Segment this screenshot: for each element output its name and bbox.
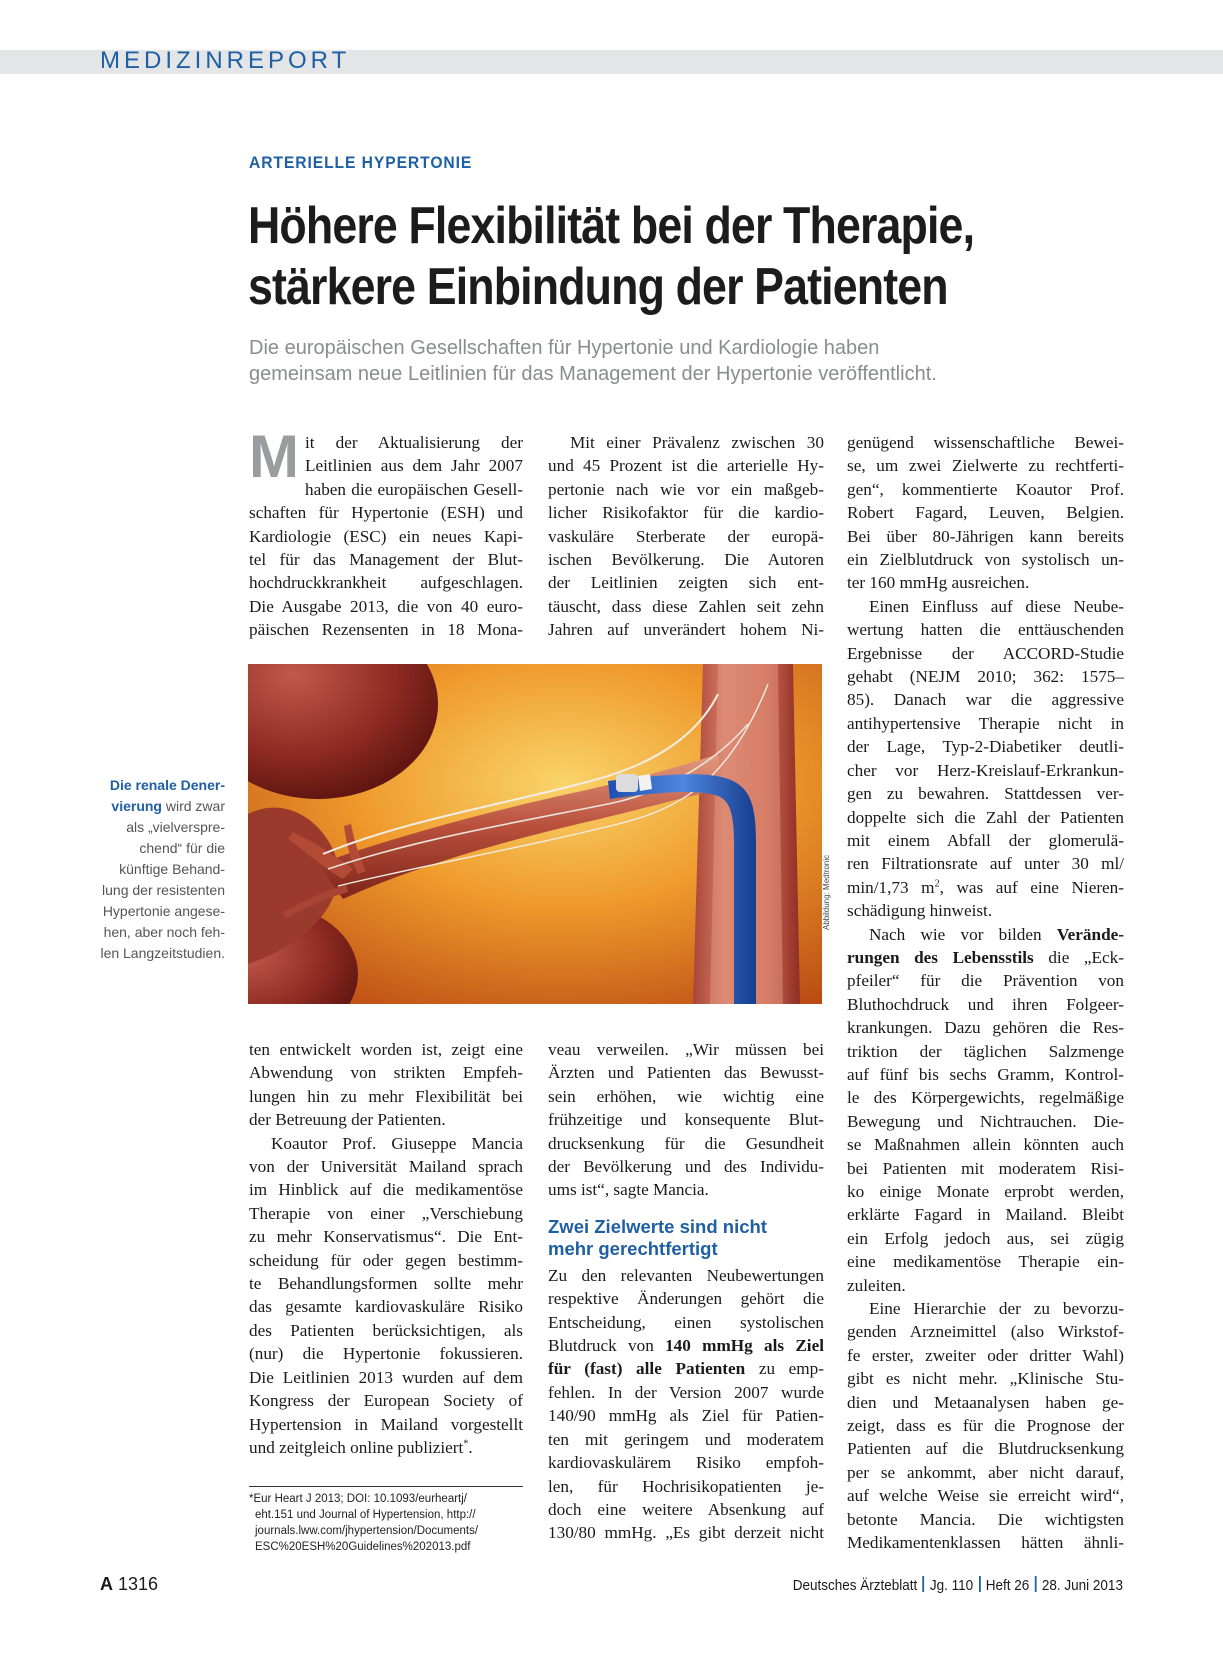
text-line: Jahren auf unverändert hohem Ni- (548, 620, 824, 640)
caption-line (80, 775, 225, 796)
text-line: per se ankommt, aber nicht darauf, (847, 1462, 1124, 1482)
text-line: cher vor Herz-Kreislauf-Erkrankun- (847, 760, 1124, 780)
text-line: Zu den relevanten Neubewertungen (548, 1265, 824, 1285)
text-line: schaften für Hypertonie (ESH) und (249, 503, 523, 523)
footer-divider (923, 1576, 925, 1592)
text-line: frühzeitige und konsequente Blut- (548, 1110, 824, 1130)
text-line: päischen Rezensenten in 18 Mona- (249, 620, 523, 640)
text-line: Die Leitlinien 2013 wurden auf dem (249, 1367, 523, 1387)
caption-text: wird zwar (161, 798, 225, 814)
text-line: schädigung hinweist. (847, 901, 993, 921)
text-line: erklärte Fagard in Mailand. Bleibt (847, 1205, 1124, 1225)
figure-renal-denervation (248, 664, 822, 1004)
column-1-top (249, 423, 523, 642)
text-line: it der Aktualisierung der (304, 433, 523, 452)
text-line: der Leitlinien zeigten sich ent- (548, 573, 824, 593)
subheading (548, 1216, 824, 1260)
text-line: te Behandlungsformen sollte mehr (249, 1274, 523, 1294)
text-line: Robert Fagard, Leuven, Belgien. (847, 503, 1124, 523)
journal-footer (793, 1576, 1123, 1594)
text-line: Kongress der European Society of (249, 1391, 523, 1411)
text-line: se Maßnahmen allein könnten auch (847, 1135, 1124, 1155)
text-line: von der Universität Mailand sprach (249, 1157, 523, 1177)
text-line: Abwendung von strikten Empfeh- (249, 1063, 523, 1083)
page-prefix: A (100, 1574, 113, 1594)
text-line (847, 946, 1124, 969)
text-line: Ergebnisse der ACCORD-Studie (847, 643, 1124, 663)
text-line: hochdruckkrankheit aufgeschlagen. (249, 573, 523, 593)
text-line: kardiovaskulärem Risiko empfoh- (548, 1453, 824, 1473)
text-line: Mit einer Prävalenz zwischen 30 (570, 433, 824, 452)
text-line: ren Filtrationsrate auf unter 30 ml/ (847, 854, 1124, 874)
text-line: pertonie nach wie vor ein maßgeb- (548, 479, 824, 499)
text-line: Bewegung und Nichtrauchen. Die- (847, 1111, 1124, 1131)
text-line: zuleiten. (847, 1275, 906, 1295)
text-line (548, 1334, 824, 1357)
text-line: Leitlinien aus dem Jahr 2007 (304, 456, 523, 476)
page-number: 1316 (118, 1574, 159, 1594)
caption-line: lung der resistenten (102, 882, 225, 898)
text-line: der Betreuung der Patienten. (249, 1110, 446, 1130)
bold-run: 140 mmHg als Ziel (665, 1336, 824, 1356)
text-line: ein Zielblutdruck von systolisch un- (847, 550, 1124, 570)
text-run: Blutdruck von (548, 1336, 666, 1356)
figure-caption (80, 775, 225, 964)
text-line: len, für Hochrisikopatienten je- (548, 1476, 824, 1496)
text-line: Einen Einfluss auf diese Neube- (869, 596, 1124, 616)
text-line (847, 876, 1124, 899)
text-line: 140/90 mmHg als Ziel für Patien- (548, 1406, 824, 1426)
text-line: zeigt, dass es für die Prognose der (847, 1416, 1124, 1436)
standfirst-line: gemeinsam neue Leitlinien für das Management der Hypertonie veröffentlicht. (249, 363, 937, 385)
text-run: die „Eck- (1033, 947, 1124, 967)
text-run: zu emp- (745, 1359, 824, 1379)
text-line: fe erster, zweiter oder dritter Wahl) (847, 1345, 1124, 1365)
caption-bold: Die renale Dener- (109, 777, 225, 793)
text-line (548, 1357, 824, 1380)
text-line: fehlen. In der Version 2007 wurde (548, 1382, 824, 1402)
drop-cap: M (249, 423, 299, 490)
text-line: betonte Mancia. Die wichtigsten (847, 1509, 1124, 1529)
footnote (249, 1486, 523, 1555)
text-line: Bei über 80-Jährigen kann bereits (847, 526, 1124, 546)
text-line: Patienten auf die Blutdrucksenkung (847, 1439, 1124, 1459)
text-line: 130/80 mmHg. „Es gibt derzeit nicht (548, 1523, 824, 1543)
text-line: haben die europäischen Gesell- (304, 479, 523, 499)
text-line: Medikamentenklassen hätten ähnli- (847, 1533, 1124, 1553)
bold-run: rungen des Lebensstils (847, 947, 1034, 967)
caption-line: Hypertonie angese- (102, 903, 225, 919)
caption-line: chend“ für die (139, 840, 225, 856)
text-line: mit einem Abfall der glomerulä- (847, 830, 1124, 850)
text-line: sein erhöhen, wie wichtig eine (548, 1086, 824, 1106)
text-line: Ärzten und Patienten das Bewusst- (548, 1063, 824, 1083)
text-line: ums ist“, sagte Mancia. (548, 1180, 709, 1200)
text-line: krankungen. Dazu gehören die Res- (847, 1018, 1124, 1038)
caption-line: len Langzeitstudien. (100, 945, 225, 961)
text-line: der Lage, Typ-2-Diabetiker deutli- (847, 737, 1124, 757)
text-line: triktion der täglichen Salzmenge (847, 1041, 1124, 1061)
text-line: eine medikamentöse Therapie ein- (847, 1252, 1124, 1272)
text-line: pfeiler“ für die Prävention von (847, 971, 1124, 991)
figure-credit: Abbildung: Medtronic (822, 854, 831, 930)
text-line: gehabt (NEJM 2010; 362: 1575– (847, 667, 1124, 687)
text-line: genügend wissenschaftliche Bewei- (847, 433, 1124, 452)
text-line: Koautor Prof. Giuseppe Mancia (271, 1133, 523, 1153)
text-line-content: und zeitgleich online publiziert (249, 1437, 464, 1457)
standfirst-line: Die europäischen Gesellschaften für Hypertonie und Kardiologie haben (249, 337, 880, 359)
text-line: Entscheidung, einen systolischen (548, 1312, 824, 1332)
journal-date: 28. Juni 2013 (1041, 1577, 1123, 1594)
text-line: ein Erfolg jedoch aus, sei zügig (847, 1228, 1124, 1248)
text-line: scheidung für oder gegen bestimm- (249, 1250, 523, 1270)
text-line: drucksenkung für die Gesundheit (548, 1133, 824, 1153)
text-line: 85). Danach war die aggressive (847, 690, 1124, 710)
text-run: min/1,73 m (847, 877, 935, 897)
column-2-top (548, 431, 824, 642)
text-line: ter 160 mmHg ausreichen. (847, 573, 1030, 593)
journal-name: Deutsches Ärzteblatt (792, 1577, 918, 1594)
text-line: ischen Bevölkerung. Die Autoren (548, 550, 824, 570)
text-line: ten entwickelt worden ist, zeigt eine (249, 1040, 523, 1059)
text-line: Kardiologie (ESC) ein neues Kapi- (249, 526, 523, 546)
subheading-line: Zwei Zielwerte sind nicht (548, 1215, 767, 1237)
column-2-bottom (548, 1038, 824, 1545)
caption-line: als „vielverspre- (126, 819, 225, 835)
text-line: auf fünf bis sechs Gramm, Kontrol- (847, 1064, 1124, 1084)
text-line: se, um zwei Zielwerte zu rechtferti- (847, 456, 1124, 476)
text-line: Eine Hierarchie der zu bevorzu- (869, 1299, 1124, 1319)
journal-volume: Jg. 110 (929, 1577, 974, 1594)
footer-divider (1035, 1576, 1037, 1592)
text-line: respektive Änderungen gehört die (548, 1289, 824, 1309)
text-line: doppelte sich die Zahl der Patienten (847, 807, 1124, 827)
text-line: täuscht, dass diese Zahlen seit zehn (548, 596, 824, 616)
text-line: (nur) die Hypertonie fokussieren. (249, 1344, 523, 1364)
text-run: , was auf eine Nieren- (939, 877, 1124, 897)
text-line: ko einige Monate erprobt werden, (847, 1182, 1124, 1201)
caption-bold: vierung (111, 798, 162, 814)
text-line: lungen hin zu mehr Flexibilität bei (249, 1086, 523, 1106)
text-line: tel für das Management der Blut- (249, 550, 523, 570)
text-line: le des Körpergewichts, regelmäßige (847, 1088, 1124, 1108)
footnote-line: journals.lww.com/jhypertension/Documents/ (255, 1525, 479, 1537)
text-line: antihypertensive Therapie nicht in (847, 713, 1124, 733)
article-headline (248, 196, 1039, 318)
illustration-renal-artery (248, 664, 822, 1004)
text-line: gen“, kommentierte Koautor Prof. (847, 479, 1124, 499)
text-line: gen zu bewahren. Stattdessen ver- (847, 784, 1124, 804)
text-line: genden Arzneimittel (also Wirkstof- (847, 1322, 1124, 1342)
footnote-marker: * (463, 1438, 469, 1450)
bold-run: für (fast) alle Patienten (548, 1359, 746, 1379)
text-line: veau verweilen. „Wir müssen bei (548, 1040, 824, 1059)
footer-divider (979, 1576, 981, 1592)
section-label: MEDIZINREPORT (100, 47, 351, 74)
column-3 (847, 431, 1124, 1555)
text-line: gibt es nicht mehr. „Klinische Stu- (847, 1369, 1124, 1389)
text-line: Die Ausgabe 2013, die von 40 euro- (249, 596, 523, 616)
footnote-line: ESC%20ESH%20Guidelines%202013.pdf (255, 1541, 471, 1553)
column-1-bottom (249, 1038, 523, 1459)
text-line: Bluthochdruck und ihren Folgeer- (847, 994, 1124, 1014)
text-run: Nach wie vor bilden (869, 924, 1057, 944)
caption-line (80, 796, 225, 817)
subheading-line: mehr gerechtfertigt (548, 1237, 718, 1259)
superscript: 2 (934, 877, 940, 889)
text-line: doch eine weitere Absenkung auf (548, 1499, 824, 1519)
text-line: bei Patienten mit moderatem Risi- (847, 1158, 1124, 1178)
text-line: des Patienten berücksichtigen, als (249, 1320, 523, 1340)
text-line: Therapie von einer „Verschiebung (249, 1203, 523, 1223)
article-standfirst (249, 335, 1129, 387)
bold-run: Verände- (1056, 924, 1124, 944)
text-line: der Bevölkerung und des Individu- (548, 1157, 824, 1177)
text-line (847, 923, 1124, 946)
text-line: dien und Metaanalysen haben ge- (847, 1392, 1124, 1412)
text-line: Hypertension in Mailand vorgestellt (249, 1414, 523, 1434)
text-line: wertung hatten die enttäuschenden (847, 620, 1124, 640)
text-line: das gesamte kardiovaskuläre Risiko (249, 1297, 523, 1317)
text-line: licher Risikofaktor für die kardio- (548, 503, 824, 523)
text-line: vaskuläre Sterberate der europä- (548, 526, 824, 546)
headline-line: stärkere Einbindung der Patienten (248, 258, 948, 316)
caption-line: künftige Behand- (119, 861, 225, 877)
headline-line: Höhere Flexibilität bei der Therapie, (248, 197, 975, 255)
text-line: im Hinblick auf die medikamentöse (249, 1180, 523, 1200)
journal-issue: Heft 26 (985, 1577, 1030, 1594)
text-line: auf welche Weise sie erreicht wird“, (847, 1486, 1124, 1506)
text-line: zu mehr Konservatismus“. Die Ent- (249, 1227, 523, 1247)
page-folio (100, 1574, 158, 1595)
text-line: und zeitgleich online publiziert*. (249, 1437, 473, 1457)
footnote-line: eht.151 und Journal of Hypertension, http:// (255, 1509, 476, 1521)
caption-line: hen, aber noch feh- (103, 924, 225, 940)
footnote-line: *Eur Heart J 2013; DOI: 10.1093/eurheartj/ (249, 1493, 467, 1505)
text-line: und 45 Prozent ist die arterielle Hy- (548, 456, 824, 476)
text-line: ten mit geringem und moderatem (548, 1429, 824, 1449)
article-kicker: ARTERIELLE HYPERTONIE (249, 153, 473, 172)
